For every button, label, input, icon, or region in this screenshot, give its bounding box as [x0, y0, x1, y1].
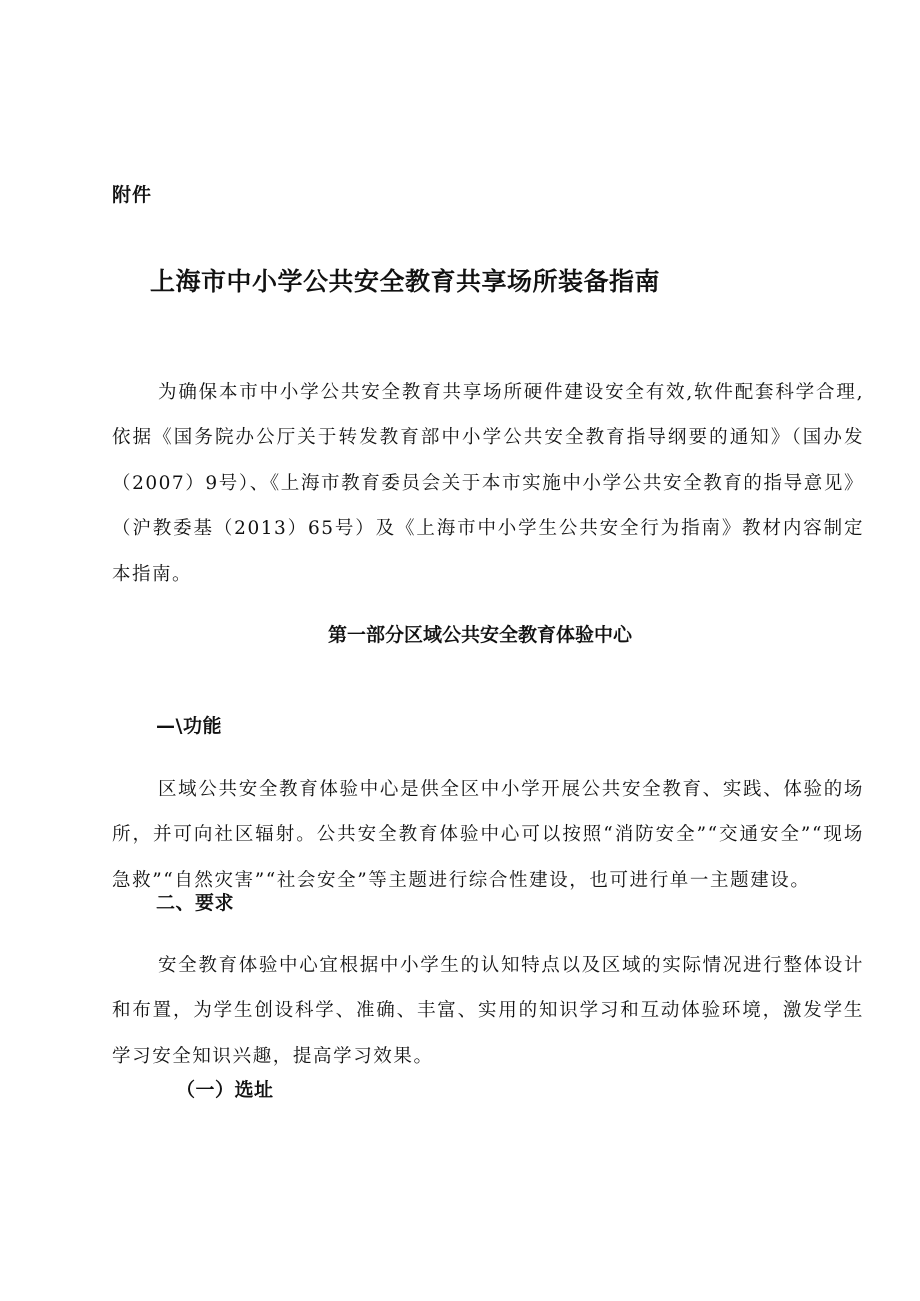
subsection-heading-site-selection: （一）选址 [176, 1079, 274, 1101]
requirement-paragraph: 安全教育体验中心宜根据中小学生的认知特点以及区域的实际情况进行整体设计和布置，为学生创设科学、准确、丰富、实用的知识学习和互动体验环境，激发学生学习安全知识兴趣，提高学习效果。 [112, 954, 864, 1067]
part-one-heading: 第一部分区域公共安全教育体验中心 [327, 624, 632, 646]
intro-paragraph: 为确保本市中小学公共安全教育共享场所硬件建设安全有效,软件配套科学合理,依据《国务院办公厅关于转发教育部中小学公共安全教育指导纲要的通知》（国办发（2007）9号）、《上海市教育委员会关于本市实施中小学公共安全教育的指导意见》（沪教委基（2013）65号）及《上海市中小学生公共安全行为指南》教材内容制定本指南。 [112, 381, 864, 585]
document-title: 上海市中小学公共安全教育共享场所装备指南 [150, 267, 661, 296]
function-paragraph: 区域公共安全教育体验中心是供全区中小学开展公共安全教育、实践、体验的场所，并可向社区辐射。公共安全教育体验中心可以按照“消防安全”“交通安全”“现场急救”“自然灾害”“社会安全”等主题进行综合性建设，也可进行单一主题建设。 [112, 778, 864, 891]
section-heading-function: —\功能 [156, 715, 222, 737]
attachment-label: 附件 [112, 184, 153, 206]
section-heading-requirement: 二、要求 [156, 892, 235, 914]
